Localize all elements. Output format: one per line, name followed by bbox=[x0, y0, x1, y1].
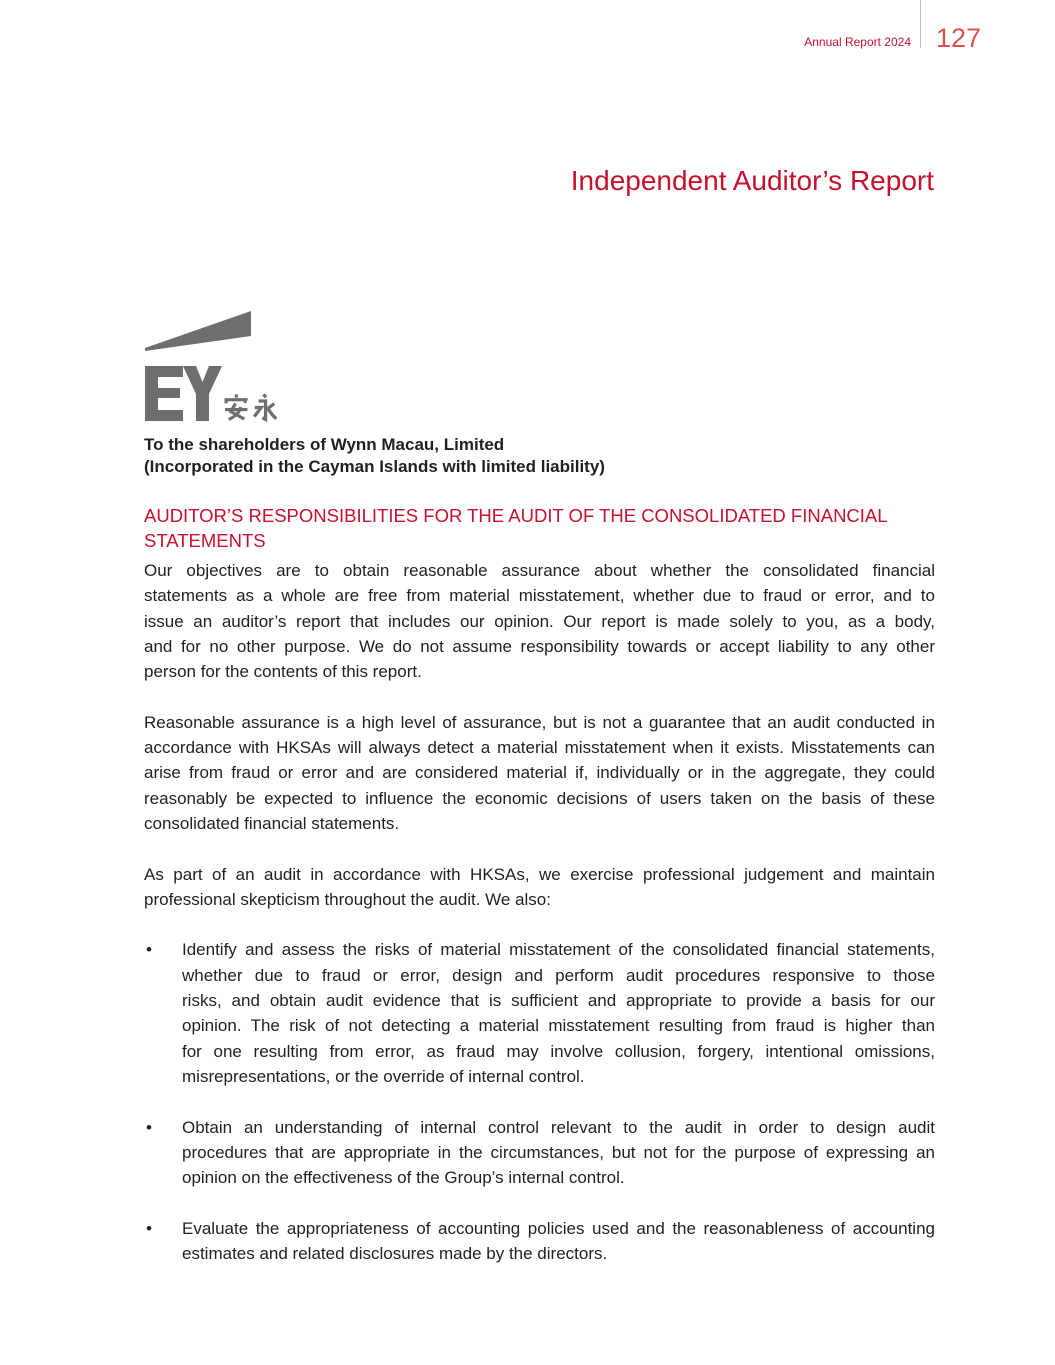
addressee-block bbox=[144, 434, 935, 478]
bullet-marker: • bbox=[146, 1218, 152, 1238]
bullet-line: estimates and related disclosures made by the directors. bbox=[182, 1244, 608, 1264]
bullet-line: Evaluate the appropriateness of accounting policies used and the reasonableness of accounting bbox=[182, 1218, 935, 1238]
paragraph-reasonable-assurance bbox=[144, 710, 935, 836]
bullet-item-identify-risks bbox=[144, 937, 935, 1089]
bullet-line: opinion on the effectiveness of the Group’s internal control. bbox=[182, 1168, 625, 1188]
ey-letter-y-shape bbox=[183, 366, 222, 421]
bullet-line: Identify and assess the risks of material misstatement of the consolidated financial statements, bbox=[182, 940, 935, 960]
running-header-label: Annual Report 2024 bbox=[804, 35, 911, 49]
page-title: Independent Auditor’s Report bbox=[570, 165, 934, 196]
paragraph-line: reasonably be expected to influence the economic decisions of users taken on the basis of these bbox=[144, 788, 935, 808]
paragraph-line: As part of an audit in accordance with HKSAs, we exercise professional judgement and maintain bbox=[144, 864, 935, 884]
bullet-marker: • bbox=[146, 940, 152, 960]
chinese-char-yong-glyph bbox=[254, 395, 276, 420]
paragraph-line: person for the contents of this report. bbox=[144, 662, 422, 682]
chinese-char-an-glyph bbox=[225, 395, 247, 420]
bullet-marker: • bbox=[146, 1117, 152, 1137]
bullet-line: misrepresentations, or the override of internal control. bbox=[182, 1066, 585, 1086]
paragraph-line: consolidated financial statements. bbox=[144, 813, 400, 833]
paragraph-line: professional skepticism throughout the audit. We also: bbox=[144, 889, 551, 909]
paragraph-audit-approach bbox=[144, 862, 935, 913]
section-heading: AUDITOR’S RESPONSIBILITIES FOR THE AUDIT OF THE CONSOLIDATED FINANCIAL STATEMENTS bbox=[144, 505, 887, 551]
section-body bbox=[144, 558, 935, 1292]
bullet-line: Obtain an understanding of internal control relevant to the audit in order to design audit bbox=[182, 1117, 935, 1137]
paragraph-line: Reasonable assurance is a high level of assurance, but is not a guarantee that an audit conducted in bbox=[144, 712, 935, 732]
paragraph-line: and for no other purpose. We do not assume responsibility towards or accept liability to any other bbox=[144, 636, 935, 656]
bullet-line: opinion. The risk of not detecting a material misstatement resulting from fraud is higher than bbox=[182, 1016, 935, 1036]
page-number: 127 bbox=[936, 23, 982, 53]
header-divider bbox=[920, 0, 921, 48]
bullet-item-internal-control bbox=[144, 1115, 935, 1191]
paragraph-line: arise from fraud or error and are considered material if, individually or in the aggregate, they could bbox=[144, 763, 935, 783]
bullet-item-accounting-policies bbox=[144, 1216, 935, 1267]
paragraph-line: Our objectives are to obtain reasonable assurance about whether the consolidated financial bbox=[144, 561, 935, 580]
ey-letter-e-shape bbox=[145, 366, 183, 421]
addressee-incorporation: (Incorporated in the Cayman Islands with limited liability) bbox=[144, 457, 605, 476]
paragraph-line: statements as a whole are free from material misstatement, whether due to fraud or error, and to bbox=[144, 586, 935, 606]
paragraph-line: issue an auditor’s report that includes our opinion. Our report is made solely to you, as a body, bbox=[144, 611, 935, 631]
paragraph-objectives bbox=[144, 558, 935, 684]
ey-logo bbox=[140, 305, 285, 425]
bullet-line: whether due to fraud or error, design and perform audit procedures responsive to those bbox=[182, 965, 935, 985]
bullet-line: for one resulting from error, as fraud may involve collusion, forgery, intentional omissions, bbox=[182, 1041, 935, 1061]
addressee-shareholders: To the shareholders of Wynn Macau, Limited bbox=[144, 435, 505, 454]
bullet-line: procedures that are appropriate in the circumstances, but not for the purpose of expressing an bbox=[182, 1142, 935, 1162]
ey-beam-shape bbox=[145, 311, 251, 351]
bullet-line: risks, and obtain audit evidence that is sufficient and appropriate to provide a basis for our bbox=[182, 991, 935, 1011]
paragraph-line: accordance with HKSAs will always detect a material misstatement when it exists. Misstatements can bbox=[144, 738, 935, 758]
